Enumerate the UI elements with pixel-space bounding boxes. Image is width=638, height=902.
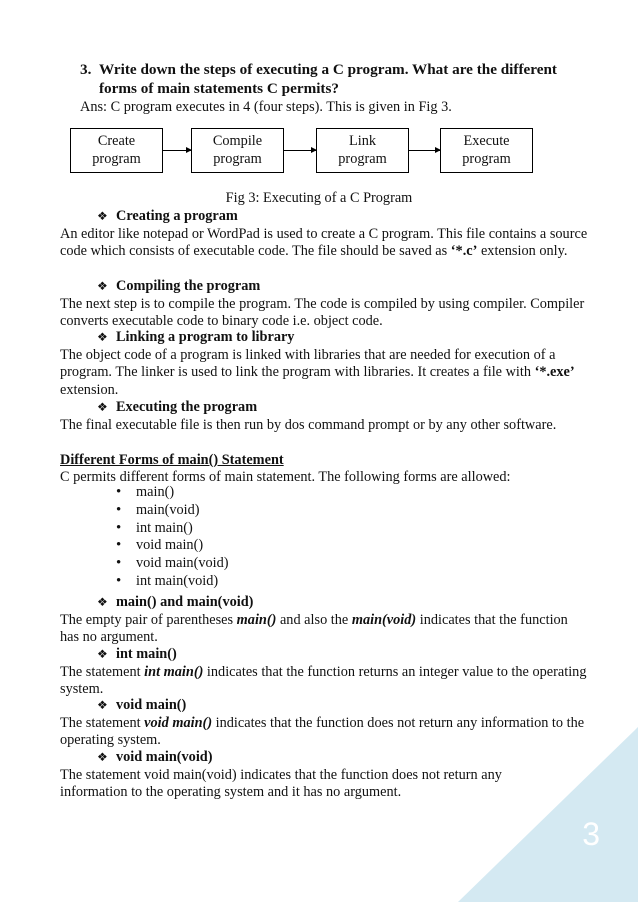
diamond-bullet-icon: ❖	[97, 400, 108, 414]
diamond-bullet-icon: ❖	[97, 698, 108, 712]
page-number: 3	[582, 816, 600, 852]
flow-box-label: program	[92, 150, 141, 167]
list-item: • int main(void)	[116, 573, 229, 591]
section-heading-forms: Different Forms of main() Statement	[60, 452, 284, 468]
diamond-bullet-icon: ❖	[97, 279, 108, 293]
heading-void-main-void	[97, 749, 213, 766]
heading-main-void	[97, 594, 253, 611]
para-text: indicates that the function has no argument.	[60, 612, 568, 646]
code-keyword: void main()	[144, 715, 213, 731]
heading-linking	[97, 329, 294, 346]
para-linking	[60, 347, 590, 399]
para-text: indicates that the function does not return any information to the operating system.	[60, 715, 585, 749]
code-keyword: int main()	[144, 664, 204, 680]
file-extension: ‘*.c’	[450, 243, 478, 260]
question-number: 3.	[80, 61, 92, 78]
subheading-text: void main()	[116, 697, 187, 713]
diamond-bullet-icon: ❖	[97, 330, 108, 344]
flow-box-compile	[191, 128, 284, 173]
para-void-main	[60, 715, 590, 750]
question-text: Write down the steps of executing a C program. What are the different forms of main statements C permits?	[99, 61, 557, 97]
subheading-text: void main(void)	[116, 749, 213, 765]
heading-compiling	[97, 278, 260, 295]
subheading-text: int main()	[116, 646, 177, 662]
para-text: The empty pair of parentheses	[60, 612, 237, 628]
file-extension: ‘*.exe’	[534, 364, 575, 381]
para-creating	[60, 226, 590, 261]
flow-box-create	[70, 128, 163, 173]
subheading-text: Creating a program	[116, 208, 238, 224]
flow-box-label: Compile	[212, 133, 263, 149]
para-text: The statement	[60, 715, 145, 731]
heading-creating	[97, 208, 238, 225]
flow-box-label: program	[213, 150, 262, 167]
flow-box-label: Execute	[463, 133, 510, 149]
subheading-text: Executing the program	[116, 399, 258, 415]
para-text: extension only.	[477, 243, 568, 260]
flow-box-label: Create	[97, 133, 136, 149]
diamond-bullet-icon: ❖	[97, 750, 108, 764]
code-keyword: main(void)	[351, 612, 417, 628]
flow-box-execute	[440, 128, 533, 173]
flow-box-label: Link	[348, 133, 376, 149]
flow-box-label: program	[462, 150, 511, 167]
para-text: The object code of a program is linked with libraries that are needed for execution of a program. The linker is used to link the program with libraries. It creates a file with	[60, 347, 556, 381]
para-text: indicates that the function returns an integer value to the operating system.	[60, 664, 587, 698]
list-item: • void main()	[116, 537, 229, 555]
para-int-main	[60, 664, 590, 699]
para-text: The statement	[60, 664, 145, 680]
subheading-text: main() and main(void)	[116, 594, 254, 610]
para-main-void	[60, 612, 590, 647]
diamond-bullet-icon: ❖	[97, 647, 108, 661]
para-text: and also the	[276, 612, 352, 628]
list-item: • int main()	[116, 520, 229, 538]
answer-intro: Ans: C program executes in 4 (four steps). This is given in Fig 3.	[80, 99, 452, 115]
list-item: • main(void)	[116, 502, 229, 520]
diamond-bullet-icon: ❖	[97, 209, 108, 223]
flow-arrow	[409, 150, 440, 151]
diamond-bullet-icon: ❖	[97, 595, 108, 609]
question-title	[80, 60, 580, 98]
code-keyword: main()	[236, 612, 277, 628]
heading-executing	[97, 399, 257, 416]
para-executing: The final executable file is then run by dos command prompt or by any other software.	[60, 417, 557, 433]
para-compiling: The next step is to compile the program. The code is compiled by using compiler. Compiler converts executable code to binary code i.e. object code.	[60, 296, 585, 330]
figure-caption: Fig 3: Executing of a C Program	[225, 190, 413, 206]
subheading-text: Compiling the program	[116, 278, 261, 294]
para-text: An editor like notepad or WordPad is used to create a C program. This file contains a source code which consists of executable code. The file should be saved as	[60, 226, 588, 260]
list-item: • main()	[116, 484, 229, 502]
flow-arrow	[284, 150, 316, 151]
forms-intro: C permits different forms of main statement. The following forms are allowed:	[60, 469, 511, 485]
subheading-text: Linking a program to library	[116, 329, 295, 345]
list-item: • void main(void)	[116, 555, 229, 573]
corner-decoration	[458, 727, 638, 902]
flow-box-label: program	[338, 150, 387, 167]
flow-box-link	[316, 128, 409, 173]
heading-void-main	[97, 697, 186, 714]
para-text: extension.	[60, 381, 119, 398]
forms-list	[116, 484, 229, 591]
execution-flowchart	[70, 128, 526, 176]
para-void-main-void: The statement void main(void) indicates that the function does not return any information to the operating system and it has no argument.	[60, 767, 502, 801]
flow-arrow	[163, 150, 191, 151]
heading-int-main	[97, 646, 177, 663]
